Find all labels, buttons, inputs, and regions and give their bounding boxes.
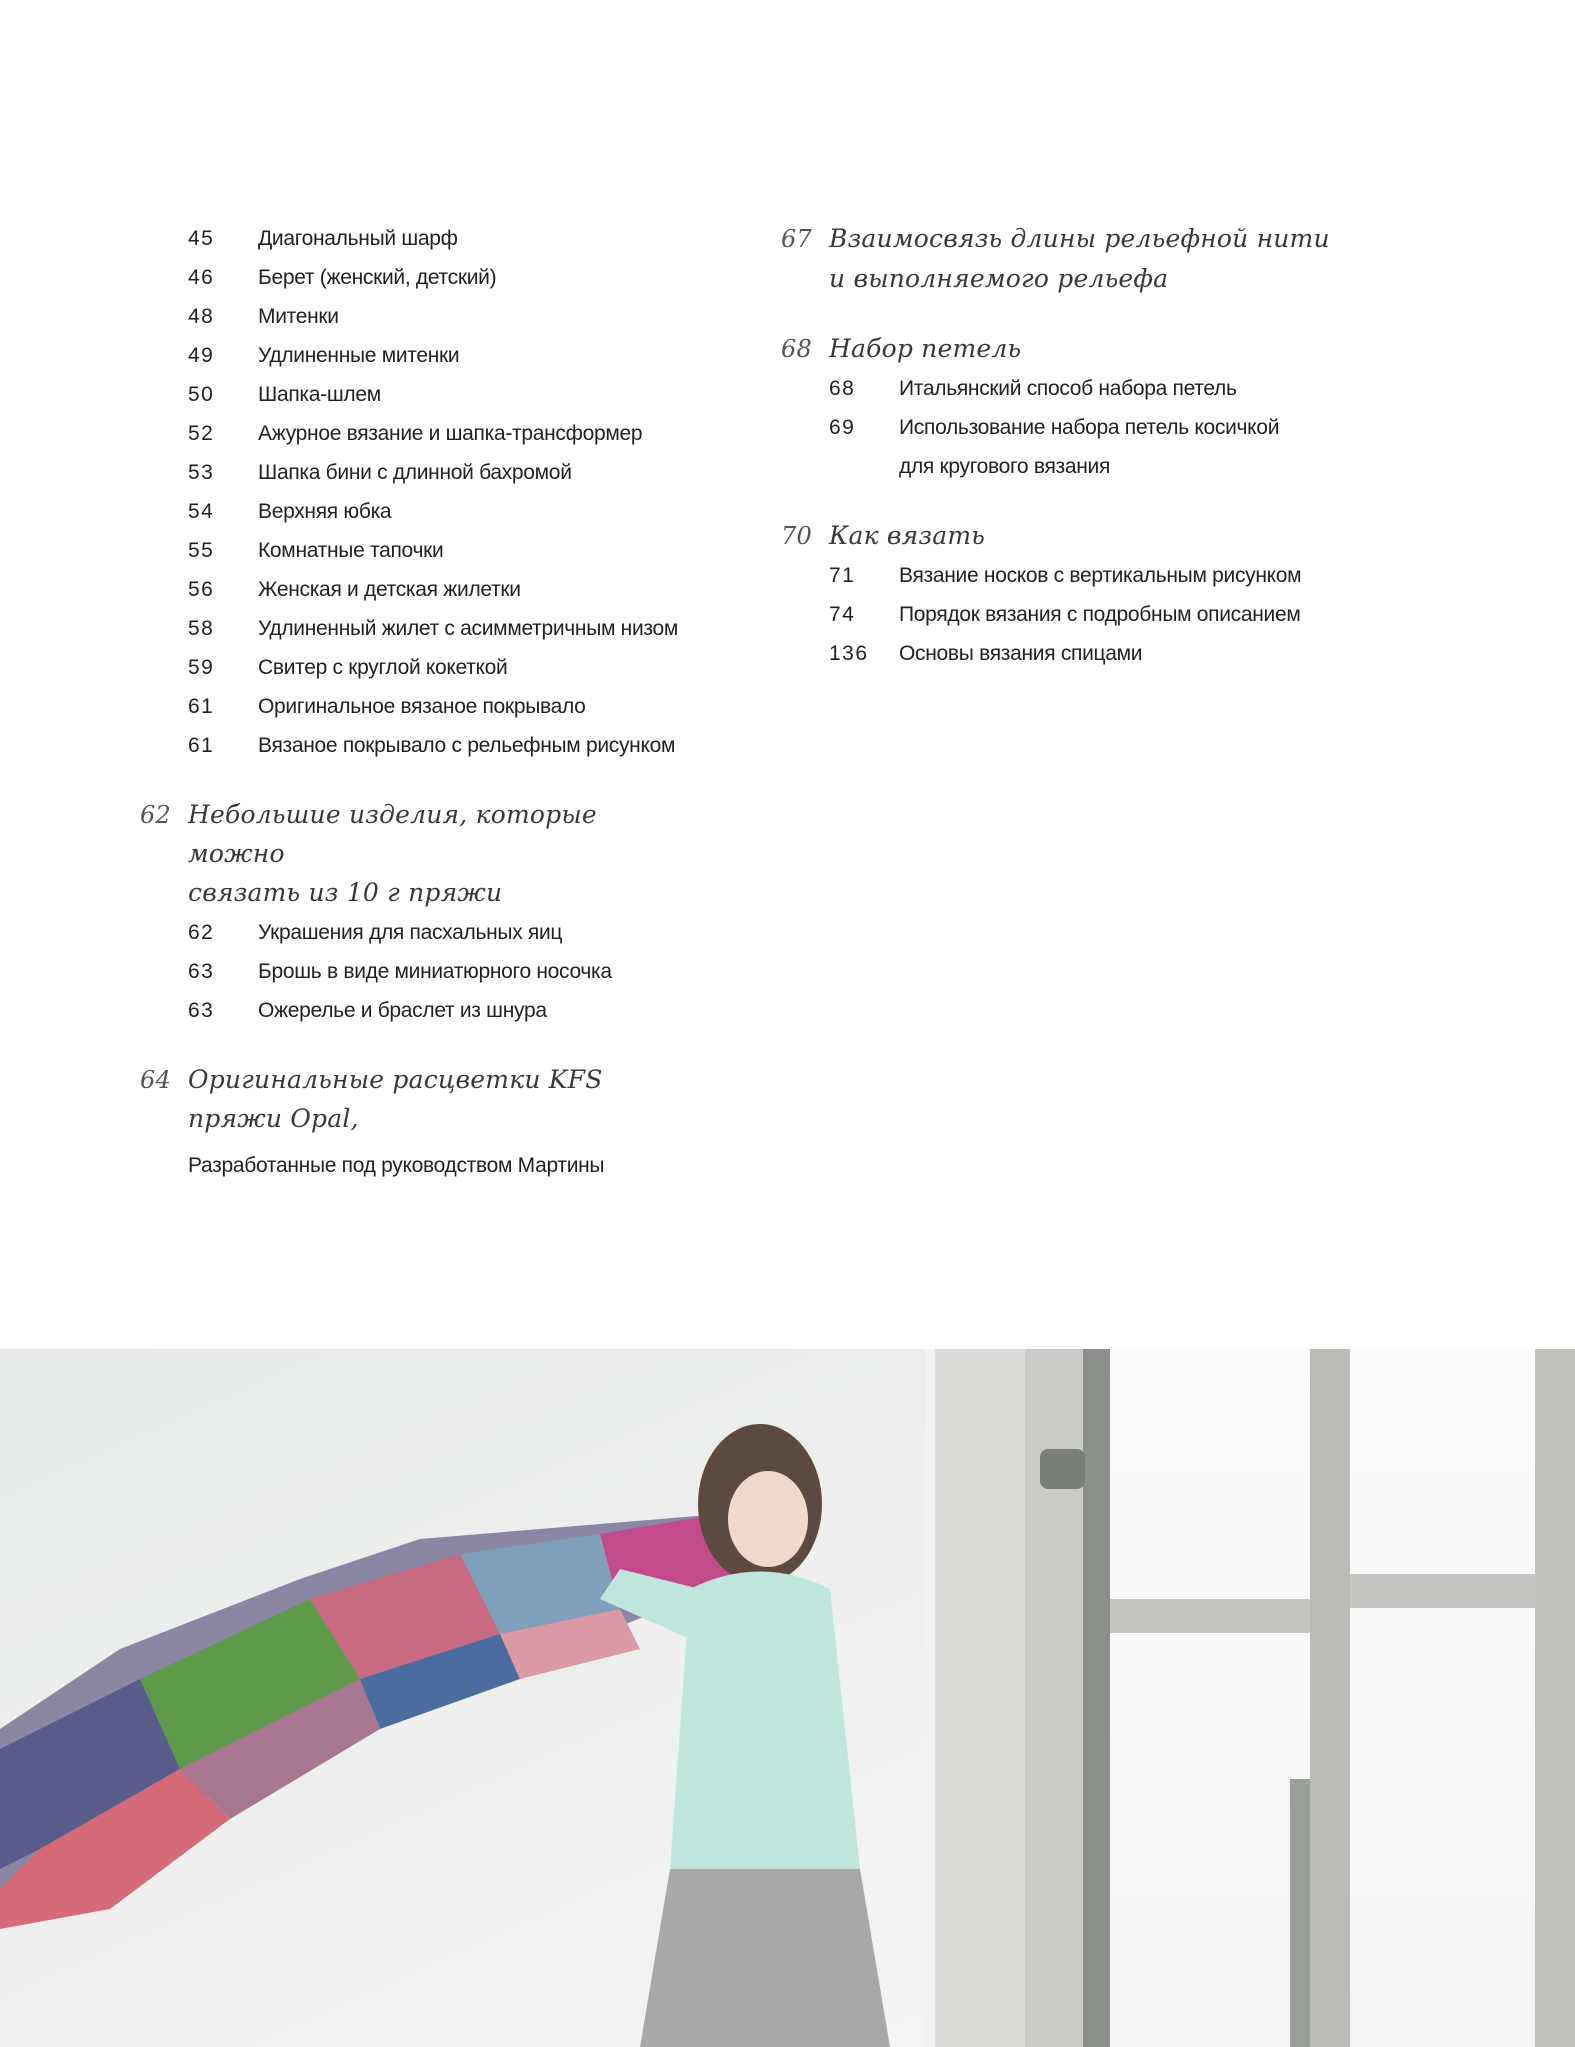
section-heading-cast-on[interactable] (781, 329, 1381, 369)
entry-title: Удлиненный жилет с асимметричным низом (258, 617, 679, 640)
toc-entry[interactable] (140, 492, 700, 531)
page-number: 136 (829, 642, 869, 665)
section-title: Оригинальные расцветки KFS пряжи Opal, (188, 1065, 603, 1133)
entry-title: Шапка-шлем (258, 383, 381, 406)
page-number: 63 (188, 999, 215, 1022)
section-page-number: 62 (140, 801, 171, 829)
toc-entry[interactable] (140, 726, 700, 765)
toc-entry[interactable] (781, 369, 1381, 408)
toc-entry[interactable] (140, 570, 700, 609)
entry-title: Удлиненные митенки (258, 344, 460, 367)
page-number: 46 (188, 266, 215, 289)
page-number: 48 (188, 305, 215, 328)
entry-title: Митенки (258, 305, 339, 328)
section-heading-continuation (781, 259, 1381, 299)
section-subtitle: Разработанные под руководством Мартины (188, 1154, 605, 1177)
page-number: 53 (188, 461, 215, 484)
page-number: 61 (188, 695, 215, 718)
entry-title: для кругового вязания (899, 455, 1111, 478)
entry-title: Свитер с круглой кокеткой (258, 656, 508, 679)
page-number: 61 (188, 734, 215, 757)
page-number: 55 (188, 539, 215, 562)
page-number: 56 (188, 578, 215, 601)
section-heading-relief[interactable] (781, 219, 1381, 259)
section-title-line2: и выполняемого рельефа (829, 264, 1169, 293)
page-number: 68 (829, 377, 856, 400)
toc-entry[interactable] (781, 595, 1381, 634)
entry-title: Женская и детская жилетки (258, 578, 521, 601)
section-heading-small-items[interactable] (140, 795, 700, 873)
entry-title: Вязаное покрывало с рельефным рисунком (258, 734, 676, 757)
section-title: Небольшие изделия, которые можно (188, 800, 597, 868)
section-title: Как вязать (829, 521, 986, 550)
entry-title: Ожерелье и браслет из шнура (258, 999, 547, 1022)
entry-title: Порядок вязания с подробным описанием (899, 603, 1301, 626)
entry-title: Использование набора петель косичкой (899, 416, 1280, 439)
entry-title: Комнатные тапочки (258, 539, 444, 562)
section-page-number: 68 (781, 335, 812, 363)
page-number: 63 (188, 960, 215, 983)
toc-entry[interactable] (781, 556, 1381, 595)
toc-entry[interactable] (140, 453, 700, 492)
section-title-line2: связать из 10 г пряжи (188, 878, 503, 907)
toc-entry[interactable] (140, 952, 700, 991)
page-number: 50 (188, 383, 215, 406)
page-number: 71 (829, 564, 856, 587)
toc-entry[interactable] (140, 297, 700, 336)
toc-left-column (140, 219, 700, 1185)
toc-entry[interactable] (140, 687, 700, 726)
page-number: 52 (188, 422, 215, 445)
toc-entry-continuation (781, 447, 1381, 486)
toc-entry[interactable] (140, 648, 700, 687)
entry-title: Шапка бини с длинной бахромой (258, 461, 572, 484)
page-number: 49 (188, 344, 215, 367)
page-number: 45 (188, 227, 215, 250)
page-number: 59 (188, 656, 215, 679)
toc-entry[interactable] (140, 531, 700, 570)
page-number: 74 (829, 603, 856, 626)
page-number: 54 (188, 500, 215, 523)
section-heading-how-to[interactable] (781, 516, 1381, 556)
entry-title: Брошь в виде миниатюрного носочка (258, 960, 612, 983)
toc-entry[interactable] (140, 609, 700, 648)
toc-entry[interactable] (781, 408, 1381, 447)
toc-entry[interactable] (140, 991, 700, 1030)
entry-title: Вязание носков с вертикальным рисунком (899, 564, 1302, 587)
toc-entry[interactable] (140, 414, 700, 453)
section-page-number: 67 (781, 225, 812, 253)
section-title: Набор петель (829, 334, 1022, 363)
section-page-number: 64 (140, 1066, 171, 1094)
section-heading-continuation (140, 873, 700, 913)
page-number: 62 (188, 921, 215, 944)
toc-right-column (781, 219, 1381, 673)
section-heading-kfs[interactable] (140, 1060, 700, 1138)
entry-title: Украшения для пасхальных яиц (258, 921, 563, 944)
page-number: 69 (829, 416, 856, 439)
entry-title: Верхняя юбка (258, 500, 392, 523)
toc-entry[interactable] (781, 634, 1381, 673)
entry-title: Ажурное вязание и шапка-трансформер (258, 422, 643, 445)
entry-title: Оригинальное вязаное покрывало (258, 695, 586, 718)
toc-entry[interactable] (140, 913, 700, 952)
entry-title: Основы вязания спицами (899, 642, 1143, 665)
toc-entry[interactable] (140, 336, 700, 375)
entry-title: Диагональный шарф (258, 227, 458, 250)
toc-entry[interactable] (140, 375, 700, 414)
entry-title: Итальянский способ набора петель (899, 377, 1237, 400)
entry-title: Берет (женский, детский) (258, 266, 497, 289)
photo-girl-with-blanket (0, 1349, 1575, 2047)
toc-entry[interactable] (140, 219, 700, 258)
section-title: Взаимосвязь длины рельефной нити (829, 224, 1330, 253)
section-page-number: 70 (781, 522, 812, 550)
toc-entry[interactable] (140, 258, 700, 297)
page-number: 58 (188, 617, 215, 640)
